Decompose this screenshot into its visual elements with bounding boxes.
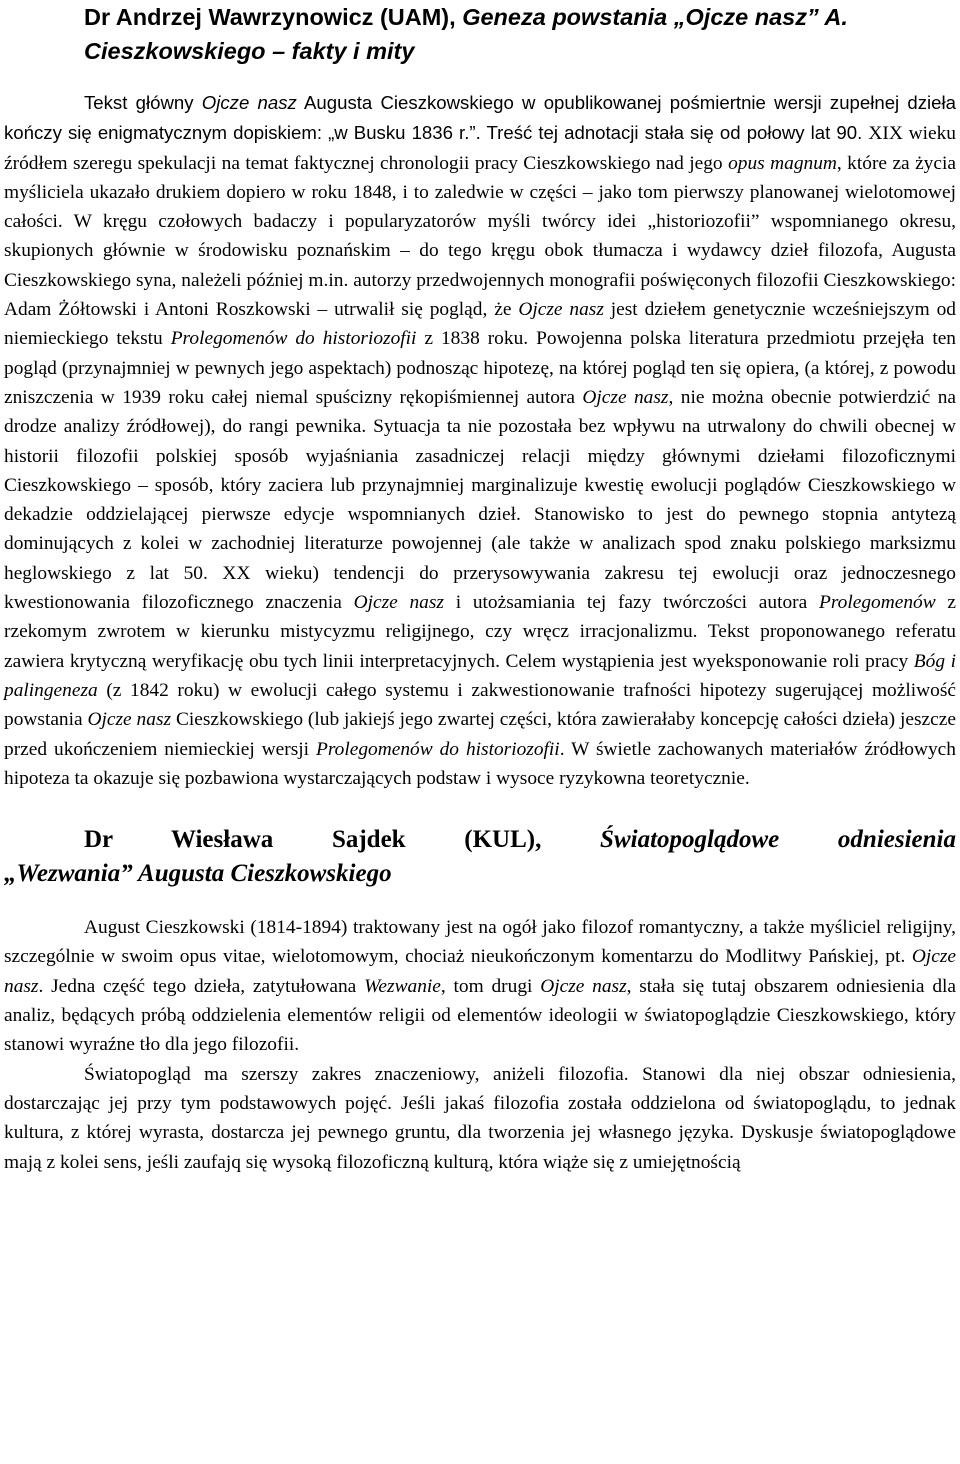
text-run-italic: opus magnum (728, 152, 837, 174)
section2-title (4, 823, 956, 891)
text-run: , tom drugi (440, 975, 541, 997)
text-run: , stała się tutaj obszarem odniesienia dla analiz, będących próbą oddzielenia elementów religii od elementów ideologii w światopoglądzie Cieszkowskiego, który stanowi wyraźne tło dla jego filozofii. (4, 975, 957, 1056)
text-run: XIX wieku źródłem szeregu spekulacji na temat faktycznej chronologii pracy Cieszkowskiego nad jego (4, 123, 956, 174)
text-run: (z 1842 roku) w ewolucji całego systemu i zakwestionowanie trafności hipotezy sugerującej możliwość powstania (4, 679, 956, 731)
section1-title (4, 0, 956, 68)
text-run: , nie można obecnie potwierdzić na drodze analizy źródłowej), do rangi pewnika. Sytuacja ta nie pozostała bez wpływu na utrwalony do chwili obecnej w historii filozofii polskiej sposób wyjaśniania zasadniczej relacji między głównymi dziełami filozoficznymi Cieszkowskiego – sposób, który zaciera lub przynajmniej marginalizuje kwestię ewolucji poglądów Cieszkowskiego w dekadzie oddzielającej pierwsze edycje wspomnianych dzieł. Stanowisko to jest do pewnego stopnia antytezą dominujących z kolei w zachodniej literaturze powojennej (ale także w analizach spod znaku polskiego marksizmu heglowskiego z lat 50. XX wieku) tendencji do przerysowywania zakresu tej ewolucji oraz jednoczesnego kwestionowania filozoficznego znaczenia (4, 386, 956, 614)
text-run: z 1838 roku. Powojenna polska literatura przedmiotu przejęła ten pogląd (przynajmniej w pewnych jego aspektach) podnosząc hipotezę, na której pogląd ten się opiera, (a której, z powodu zniszczenia w 1939 roku całej niemal spuścizny rękopiśmiennej autora (4, 328, 957, 408)
text-run: Augusta Cieszkowskiego w opublikowanej pośmiertnie wersji zupełnej dzieła kończy się enigmatycznym dopiskiem: „w Busku 1836 r.”. Treść tej adnotacji stała się od połowy lat 90. (4, 92, 956, 144)
section2-title-line1 (84, 823, 956, 857)
section2-title-topic-cont: „Wezwania” Augusta Cieszkowskiego (4, 860, 392, 888)
section1-title-line1 (84, 0, 956, 34)
text-run-italic: Ojcze nasz (87, 709, 172, 731)
section1-title-line2 (4, 34, 956, 68)
text-run: z rzekomym zwrotem w kierunku mistycyzmu religijnego, czy wręcz irracjonalizmu. Tekst proponowanego referatu zawiera krytyczną weryfikację obu tych linii interpretacyjnych. Celem wystąpienia jest wyeksponowanie roli pracy (4, 592, 957, 672)
text-run-italic: Ojcze nasz (540, 975, 627, 997)
text-run-italic: Wezwanie (364, 975, 441, 997)
text-run: W kręgu czołowych badaczy i popularyzatorów myśli twórcy idei „historiozofii” wspomnianego okresu, skupionych głównie w środowisku poznańskim – do tego kręgu obok tłumacza i wydawcy dzieł filozofa, Augusta Cieszkowskiego syna, należeli później m.in. autorzy przedwojennych monografii poświęconych filozofii Cieszkowskiego: Adam Żółtowski i Antoni Roszkowski – utrwalił się pogląd, że (4, 211, 956, 321)
text-run-italic: Ojcze nasz (353, 592, 444, 614)
section1-title-topic-cont: Cieszkowskiego – fakty i mity (84, 38, 415, 64)
text-run-italic: Prolegomenów do historiozofii (170, 328, 417, 350)
text-run: . W świetle zachowanych materiałów źródłowych hipoteza ta okazuje się pozbawiona wystarczających podstaw i wysoce ryzykowna teoretycznie. (4, 738, 956, 789)
text-run-italic: Prolegomenów do historiozofii (316, 738, 560, 760)
text-run-italic: Ojcze nasz (582, 386, 669, 408)
text-run-italic: Prolegomenów (818, 592, 936, 614)
section2-paragraph-1 (4, 913, 956, 1059)
text-run: . Jedna część tego dzieła, zatytułowana (38, 975, 365, 997)
text-run-italic: Ojcze nasz (201, 92, 297, 113)
text-run-italic: Ojcze nasz (518, 299, 604, 321)
section2-title-line2 (4, 857, 956, 891)
text-run: Cieszkowskiego (lub jakiejś jego zwartej części, która zawierałaby koncepcję całości dzieła) jeszcze przed ukończeniem niemieckiej wersji (4, 709, 956, 760)
text-run: i utożsamiania tej fazy twórczości autora (443, 592, 819, 614)
section2-title-author: Dr Wiesława Sajdek (KUL), (84, 826, 601, 854)
section2-paragraph-2: Światopogląd ma szerszy zakres znaczeniowy, aniżeli filozofia. Stanowi dla niej obszar odniesienia, dostarczając jej przy tym podstawowych pojęć. Jeśli jakaś filozofia została oddzielona od światopoglądu, to jednak kultura, z której wyrasta, dostarcza jej pewnego gruntu, dla tworzenia jej własnego języka. Dyskusje światopoglądowe mają z kolei sens, jeśli zaufajq się wysoką filozoficzną kulturą, która wiąże się z umiejętnością (4, 1063, 956, 1173)
text-run: jest dziełem genetycznie wcześniejszym od niemieckiego tekstu (4, 299, 956, 350)
section1-title-author: Dr Andrzej Wawrzynowicz (UAM), (84, 4, 463, 30)
text-run: , które za życia myśliciela ukazało drukiem dopiero w roku 1848, i to zaledwie w części – jako tom pierwszy planowanej wielotomowej całości. (4, 152, 956, 233)
section1-title-topic: Geneza powstania „Ojcze nasz” A. (462, 4, 848, 30)
text-run-italic: Bóg i palingeneza (4, 650, 956, 701)
section1-paragraph (4, 88, 956, 793)
text-run: August Cieszkowski (1814-1894) traktowany jest na ogół jako filozof romantyczny, a także myśliciel religijny, szczególnie w swoim opus vitae, wielotomowym, chociaż nieukończonym komentarzu do Modlitwy Pańskiej, pt. (4, 917, 956, 968)
text-run-italic: Ojcze nasz (4, 946, 956, 997)
text-run: Tekst główny (84, 92, 202, 113)
section2-title-topic: Światopoglądowe odniesienia (600, 826, 956, 854)
